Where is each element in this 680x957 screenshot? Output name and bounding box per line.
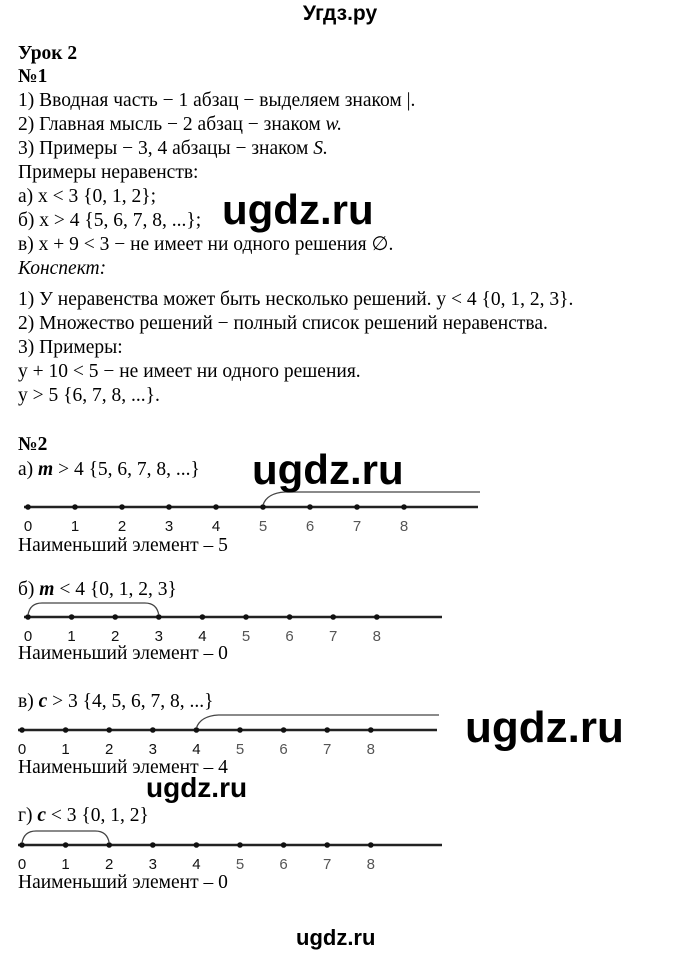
tick-label: 8 [399,518,409,535]
tick-point [106,727,112,733]
tick-label: 5 [235,856,245,873]
konspekt-line: 2) Множество решений − полный список решений неравенства. [18,313,548,334]
tick-label: 6 [285,628,294,645]
tick-label: 7 [329,628,338,645]
tick-point [330,614,336,620]
lesson-title: Урок 2 [18,43,78,64]
task2-part-heading: а) m > 4 {5, 6, 7, 8, ...} [18,459,200,480]
konspekt-line: 1) У неравенства может быть несколько решений. y < 4 {0, 1, 2, 3}. [18,289,574,310]
tick-label: 4 [211,518,221,535]
tick-point [237,727,243,733]
tick-label: 7 [352,518,362,535]
tick-point [166,504,172,510]
task1-line: 2) Главная мысль − 2 абзац − знаком w. [18,114,342,135]
number-line [0,705,500,758]
watermark: ugdz.ru [296,925,376,950]
konspekt-line: 3) Примеры: [18,337,123,358]
tick-label: 8 [372,628,381,645]
example: а) x < 3 {0, 1, 2}; [18,186,157,207]
tick-label: 5 [241,628,251,645]
tick-label: 0 [23,628,33,645]
tick-point [19,842,25,848]
tick-point [281,727,287,733]
tick-point [156,614,162,620]
tick-point [200,614,206,620]
watermark: ugdz.ru [252,446,404,493]
tick-point [374,614,380,620]
task2-part-heading: г) c < 3 {0, 1, 2} [18,805,149,826]
tick-point [63,727,69,733]
tick-label: 4 [192,741,201,758]
tick-label: 6 [279,741,288,758]
tick-point [324,727,330,733]
task1-line: 1) Вводная часть − 1 абзац − выделяем знаком |. [18,90,416,111]
tick-point [237,842,243,848]
task2-part-heading: в) c > 3 {4, 5, 6, 7, 8, ...} [18,691,214,712]
tick-point [281,842,287,848]
tick-label: 3 [154,628,163,645]
smallest-element-answer: Наименьший элемент – 0 [18,872,228,893]
tick-label: 2 [111,628,120,645]
number-line [0,592,500,645]
tick-point [112,614,118,620]
site-header: Угдз.ру [302,2,378,25]
task2-number: №2 [18,434,48,455]
example: в) x + 9 < 3 − не имеет ни одного решения ∅. [18,234,394,255]
tick-point [194,727,200,733]
number-line [0,482,500,535]
tick-label: 0 [23,518,33,535]
tick-point [72,504,78,510]
konspekt-line: y + 10 < 5 − не имеет ни одного решения. [18,361,361,382]
tick-label: 5 [258,518,268,535]
tick-point [119,504,125,510]
tick-label: 6 [279,856,288,873]
examples-title: Примеры неравенств: [18,162,199,183]
tick-point [354,504,360,510]
tick-label: 4 [192,856,201,873]
tick-point [324,842,330,848]
watermark: ugdz.ru [146,772,248,803]
tick-point [401,504,407,510]
tick-point [150,727,156,733]
tick-label: 2 [105,856,114,873]
tick-point [194,842,200,848]
tick-point [368,727,374,733]
solution-arc [196,715,439,728]
number-line [0,820,500,873]
tick-label: 0 [17,856,27,873]
tick-label: 1 [67,628,76,645]
tick-label: 4 [198,628,207,645]
tick-point [287,614,293,620]
tick-point [243,614,249,620]
konspekt-title: Конспект: [18,258,107,279]
task2-part-heading: б) m < 4 {0, 1, 2, 3} [18,579,177,600]
tick-label: 2 [117,518,127,535]
watermark: ugdz.ru [222,186,374,233]
tick-point [106,842,112,848]
tick-label: 7 [323,741,332,758]
solution-arc [28,603,159,615]
solution-arc [22,831,109,843]
tick-label: 2 [105,741,114,758]
watermark: ugdz.ru [465,703,624,752]
tick-label: 1 [70,518,80,535]
tick-point [307,504,313,510]
task1-number: №1 [18,66,48,87]
tick-label: 3 [148,741,157,758]
tick-label: 8 [366,741,375,758]
konspekt-line: y > 5 {6, 7, 8, ...}. [18,385,160,406]
smallest-element-answer: Наименьший элемент – 5 [18,535,228,556]
tick-label: 1 [61,856,70,873]
tick-label: 8 [366,856,375,873]
smallest-element-answer: Наименьший элемент – 0 [18,643,228,664]
tick-label: 7 [323,856,332,873]
tick-label: 3 [164,518,174,535]
tick-label: 1 [61,741,70,758]
tick-point [213,504,219,510]
tick-point [150,842,156,848]
tick-label: 6 [305,518,315,535]
tick-label: 0 [17,741,27,758]
tick-point [25,504,31,510]
tick-point [25,614,31,620]
tick-label: 5 [235,741,245,758]
tick-point [19,727,25,733]
tick-point [63,842,69,848]
tick-label: 3 [148,856,157,873]
tick-point [260,504,266,510]
smallest-element-answer: Наименьший элемент – 4 [18,757,228,778]
tick-point [368,842,374,848]
tick-point [69,614,75,620]
task1-line: 3) Примеры − 3, 4 абзацы − знаком S. [18,138,328,159]
example: б) x > 4 {5, 6, 7, 8, ...}; [18,210,202,231]
